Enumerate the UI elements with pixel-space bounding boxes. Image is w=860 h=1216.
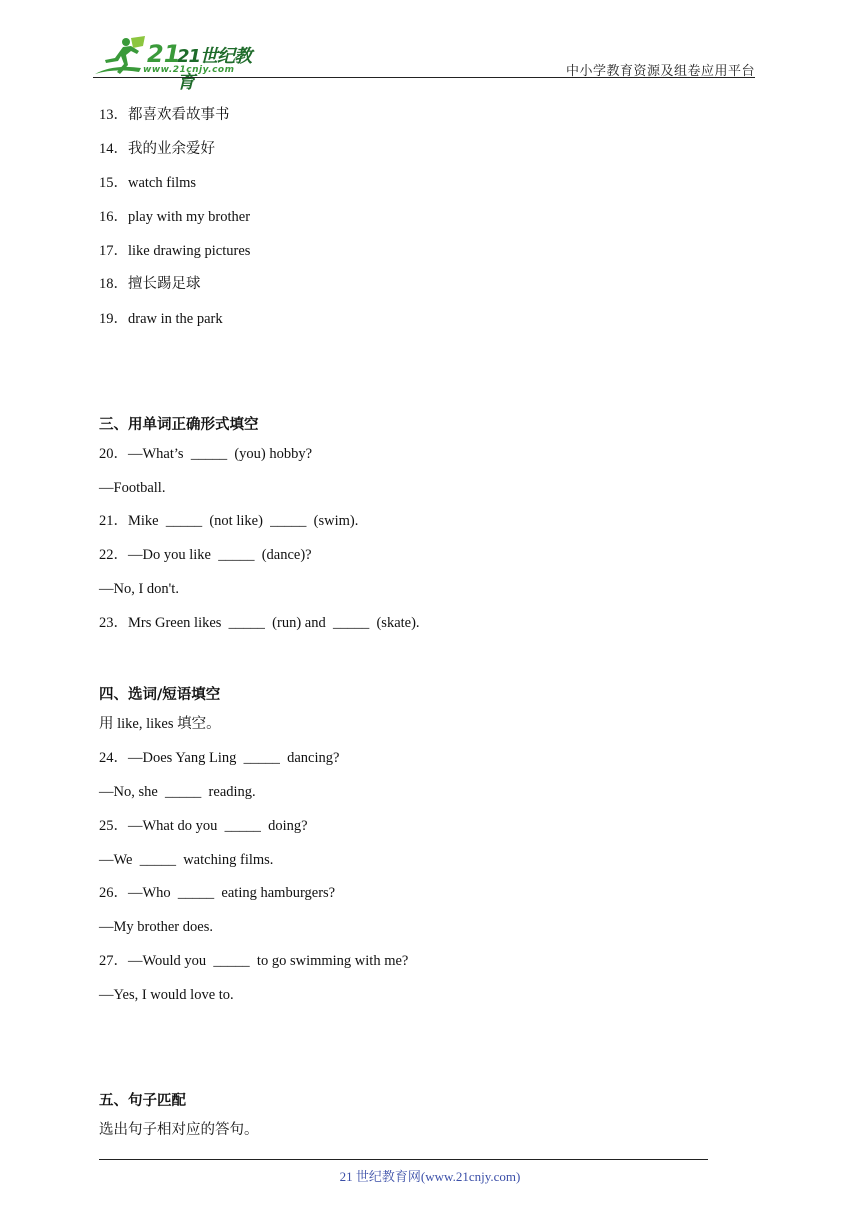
question-item: 21．Mike _____ (not like) _____ (swim). [99, 513, 359, 529]
answer-line: —No, she _____ reading. [99, 784, 256, 800]
question-item: 22．—Do you like _____ (dance)? [99, 547, 312, 563]
section-instruction: 选出句子相对应的答句。 [99, 1122, 259, 1138]
logo-text: 21世纪教育 [177, 46, 252, 93]
section-title: 三、用单词正确形式填空 [99, 417, 259, 433]
logo-url-text: www.21cnjy.com [143, 65, 235, 75]
answer-line: —Football. [99, 480, 166, 496]
platform-name: 中小学教育资源及组卷应用平台 [565, 64, 755, 79]
question-item: 13．都喜欢看故事书 [99, 107, 230, 123]
question-item: 26．—Who _____ eating hamburgers? [99, 885, 336, 901]
question-item: 18．擅长踢足球 [99, 276, 201, 292]
question-item: 24．—Does Yang Ling _____ dancing? [99, 750, 340, 766]
question-item: 15．watch films [99, 175, 197, 191]
question-item: 16．play with my brother [99, 209, 251, 225]
question-item: 20．—What’s _____ (you) hobby? [99, 446, 313, 462]
site-logo [93, 34, 268, 93]
section-title: 四、选词/短语填空 [99, 687, 221, 703]
footer-link[interactable]: 21 世纪教育网(www.21cnjy.com) [339, 1169, 521, 1184]
header-divider [93, 77, 755, 78]
section-title: 五、句子匹配 [99, 1093, 186, 1109]
question-item: 19．draw in the park [99, 311, 223, 327]
answer-line: —No, I don't. [99, 581, 179, 597]
footer-divider [99, 1159, 708, 1160]
question-item: 25．—What do you _____ doing? [99, 818, 308, 834]
answer-line: —My brother does. [99, 919, 213, 935]
page-header [93, 34, 755, 93]
section-instruction: 用 like, likes 填空。 [99, 716, 221, 732]
question-item: 27．—Would you _____ to go swimming with me? [99, 953, 409, 969]
question-item: 17．like drawing pictures [99, 243, 251, 259]
question-item: 23．Mrs Green likes _____ (run) and _____ (skate). [99, 615, 420, 631]
answer-line: —We _____ watching films. [99, 852, 274, 868]
svg-text:21: 21 [147, 40, 181, 68]
question-item: 14．我的业余爱好 [99, 141, 215, 157]
answer-line: —Yes, I would love to. [99, 987, 234, 1003]
